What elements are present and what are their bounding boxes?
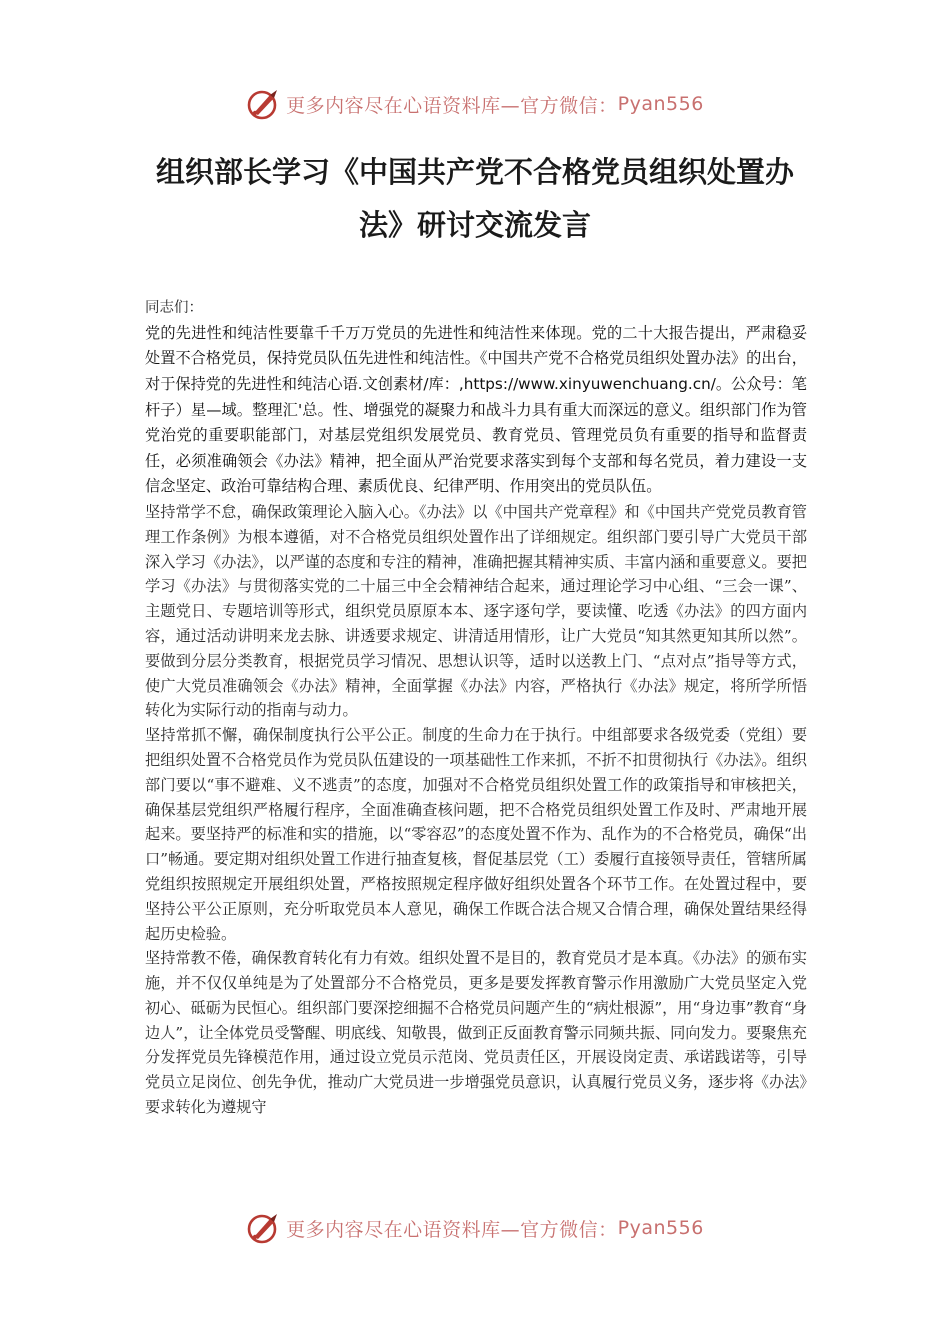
banner-wechat-handle: Pyan556 xyxy=(617,1217,704,1239)
header-banner xyxy=(0,84,950,124)
document-body xyxy=(145,296,807,1120)
intro-paragraph: 党的先进性和纯洁性要靠千千万万党员的先进性和纯洁性来体现。党的二十大报告提出，严肃稳妥处置不合格党员，保持党员队伍先进性和纯洁性。《中国共产党不合格党员组织处置办法》的出台，对于保持党的先进性和纯洁心语.文创素材/库：,https://www.xinyuwenchuang.cn/。公众号：笔杆子）星—域。整理汇'总。性、增强党的凝聚力和战斗力具有重大而深远的意义。组织部门作为管党治党的重要职能部门，对基层党组织发展党员、教育党员、管理党员负有重要的指导和监督责任，必须准确领会《办法》精神，把全面从严治党要求落实到每个支部和每名党员，着力建设一支信念坚定、政治可靠结构合理、素质优良、纪律严明、作用突出的党员队伍。 xyxy=(145,323,807,496)
body-paragraph-3: 坚持常教不倦，确保教育转化有力有效。组织处置不是目的，教育党员才是本真。《办法》的颁布实施，并不仅仅单纯是为了处置部分不合格党员，更多是要发挥教育警示作用激励广大党员坚定入党初心、砥砺为民恒心。组织部门要深挖细掘不合格党员问题产生的“病灶根源”，用“身边事”教育“身边人”，让全体党员受警醒、明底线、知敬畏，做到正反面教育警示同频共振、同向发力。要聚焦充分发挥党员先锋模范作用，通过设立党员示范岗、党员责任区，开展设岗定责、承诺践诺等，引导党员立足岗位、创先争优，推动广大党员进一步增强党员意识，认真履行党员义务，逐步将《办法》要求转化为遵规守 xyxy=(145,949,807,1117)
body-paragraph-1: 坚持常学不怠，确保政策理论入脑入心。《办法》以《中国共产党章程》和《中国共产党党员教育管理工作条例》为根本遵循，对不合格党员组织处置作出了详细规定。组织部门要引导广大党员干部深入学习《办法》，以严谨的态度和专注的精神，准确把握其精神实质、丰富内涵和重要意义。要把学习《办法》与贯彻落实党的二十届三中全会精神结合起来，通过理论学习中心组、“三会一课”、主题党日、专题培训等形式，组织党员原原本本、逐字逐句学，要读懂、吃透《办法》的四方面内容，通过活动讲明来龙去脉、讲透要求规定、讲清适用情形，让广大党员“知其然更知其所以然”。要做到分层分类教育，根据党员学习情况、思想认识等，适时以送教上门、“点对点”指导等方式，使广大党员准确领会《办法》精神，全面掌握《办法》内容，严格执行《办法》规定，将所学所悟转化为实际行动的指南与动力。 xyxy=(145,502,807,720)
banner-text: 更多内容尽在心语资料库—官方微信： xyxy=(286,1218,618,1241)
banner-wechat-handle: Pyan556 xyxy=(617,93,704,115)
body-paragraph-2: 坚持常抓不懈，确保制度执行公平公正。制度的生命力在于执行。中组部要求各级党委（党组）要把组织处置不合格党员作为党员队伍建设的一项基础性工作来抓，不折不扣贯彻执行《办法》。组织部门要以“事不避难、义不逃责”的态度，加强对不合格党员组织处置工作的政策指导和审核把关，确保基层党组织严格履行程序，全面准确查核问题，把不合格党员组织处置工作及时、严肃地开展起来。要坚持严的标准和实的措施，以“零容忍”的态度处置不作为、乱作为的不合格党员，确保“出口”畅通。要定期对组织处置工作进行抽查复核，督促基层党（工）委履行直接领导责任，管辖所属党组织按照规定开展组织处置，严格按照规定程序做好组织处置各个环节工作。在处置过程中，要坚持公平公正原则，充分听取党员本人意见，确保工作既合法合规又合情合理，确保处置结果经得起历史检验。 xyxy=(145,726,807,943)
greeting: 同志们： xyxy=(145,300,203,316)
brush-logo-icon xyxy=(246,86,282,122)
banner-text: 更多内容尽在心语资料库—官方微信： xyxy=(286,94,618,117)
document-title: 组织部长学习《中国共产党不合格党员组织处置办法》研讨交流发言 xyxy=(155,155,794,242)
brush-logo-icon xyxy=(246,1210,282,1246)
footer-banner xyxy=(0,1208,950,1248)
